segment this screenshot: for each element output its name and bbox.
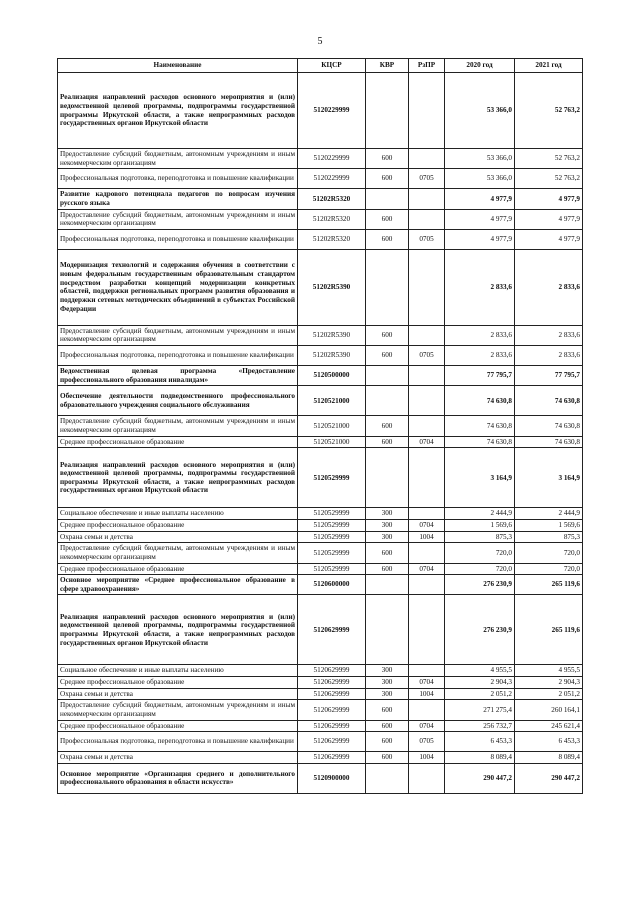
cell-2020: 2 833,6 bbox=[445, 249, 515, 325]
cell-kcsr: 5120521000 bbox=[298, 386, 366, 416]
cell-kvr bbox=[366, 73, 409, 149]
cell-kvr: 300 bbox=[366, 677, 409, 689]
cell-2020: 2 444,9 bbox=[445, 508, 515, 520]
cell-kcsr: 5120521000 bbox=[298, 416, 366, 436]
cell-kvr bbox=[366, 595, 409, 665]
cell-rzpr bbox=[409, 700, 445, 720]
cell-2021: 4 977,9 bbox=[515, 189, 583, 209]
cell-kvr: 600 bbox=[366, 416, 409, 436]
table-row bbox=[58, 436, 583, 448]
cell-kvr: 300 bbox=[366, 688, 409, 700]
cell-2020: 4 955,5 bbox=[445, 665, 515, 677]
cell-rzpr bbox=[409, 149, 445, 169]
cell-2020: 2 833,6 bbox=[445, 325, 515, 345]
cell-kcsr: 5120600000 bbox=[298, 575, 366, 595]
cell-rzpr: 0705 bbox=[409, 732, 445, 752]
cell-2020: 4 977,9 bbox=[445, 229, 515, 249]
cell-kvr: 600 bbox=[366, 346, 409, 366]
header-name: Наименование bbox=[58, 59, 298, 73]
cell-kvr bbox=[366, 763, 409, 793]
cell-2020: 4 977,9 bbox=[445, 209, 515, 229]
table-row bbox=[58, 149, 583, 169]
table-row bbox=[58, 595, 583, 665]
cell-name: Профессиональная подготовка, переподготовка и повышение квалификации bbox=[58, 229, 298, 249]
cell-2020: 53 366,0 bbox=[445, 169, 515, 189]
table-row bbox=[58, 519, 583, 531]
cell-kvr bbox=[366, 575, 409, 595]
cell-2020: 276 230,9 bbox=[445, 575, 515, 595]
cell-rzpr bbox=[409, 448, 445, 508]
cell-kcsr: 5120229999 bbox=[298, 149, 366, 169]
budget-table bbox=[57, 58, 583, 794]
cell-rzpr: 1004 bbox=[409, 688, 445, 700]
cell-2021: 290 447,2 bbox=[515, 763, 583, 793]
cell-kvr: 600 bbox=[366, 732, 409, 752]
table-row bbox=[58, 752, 583, 764]
cell-2021: 2 833,6 bbox=[515, 249, 583, 325]
cell-2021: 2 904,3 bbox=[515, 677, 583, 689]
cell-rzpr: 0705 bbox=[409, 229, 445, 249]
header-rzpr: РзПР bbox=[409, 59, 445, 73]
cell-rzpr bbox=[409, 249, 445, 325]
cell-kcsr: 51202R5390 bbox=[298, 346, 366, 366]
cell-kcsr: 5120629999 bbox=[298, 700, 366, 720]
cell-2021: 74 630,8 bbox=[515, 416, 583, 436]
cell-name: Предоставление субсидий бюджетным, автономным учреждениям и иным некоммерческим организациям bbox=[58, 149, 298, 169]
cell-2021: 4 955,5 bbox=[515, 665, 583, 677]
cell-rzpr bbox=[409, 416, 445, 436]
cell-2020: 77 795,7 bbox=[445, 366, 515, 386]
cell-2020: 276 230,9 bbox=[445, 595, 515, 665]
cell-name: Среднее профессиональное образование bbox=[58, 677, 298, 689]
cell-name: Модернизация технологий и содержания обучения в соответствии с новым федеральным государственным образовательным стандартом посредством разработки концепций модернизации конкретных областей, поддержки региональных программ развития образования и поддержки сетевых методических объединений в субъектах Российской Федерации bbox=[58, 249, 298, 325]
cell-2020: 74 630,8 bbox=[445, 436, 515, 448]
cell-2021: 2 444,9 bbox=[515, 508, 583, 520]
cell-2020: 290 447,2 bbox=[445, 763, 515, 793]
cell-name: Основное мероприятие «Организация среднего и дополнительного профессионального образования в области искусств» bbox=[58, 763, 298, 793]
cell-kvr: 600 bbox=[366, 543, 409, 563]
cell-2020: 3 164,9 bbox=[445, 448, 515, 508]
table-row bbox=[58, 677, 583, 689]
cell-name: Охрана семьи и детства bbox=[58, 688, 298, 700]
table-row bbox=[58, 366, 583, 386]
cell-kcsr: 5120529999 bbox=[298, 448, 366, 508]
table-row bbox=[58, 325, 583, 345]
cell-rzpr bbox=[409, 189, 445, 209]
cell-kvr: 600 bbox=[366, 169, 409, 189]
cell-rzpr bbox=[409, 575, 445, 595]
cell-name: Профессиональная подготовка, переподготовка и повышение квалификации bbox=[58, 732, 298, 752]
cell-kcsr: 5120529999 bbox=[298, 519, 366, 531]
cell-2020: 720,0 bbox=[445, 563, 515, 575]
cell-2021: 4 977,9 bbox=[515, 229, 583, 249]
cell-kcsr: 5120629999 bbox=[298, 752, 366, 764]
table-row bbox=[58, 346, 583, 366]
cell-2021: 260 164,1 bbox=[515, 700, 583, 720]
cell-rzpr: 0704 bbox=[409, 436, 445, 448]
header-2021: 2021 год bbox=[515, 59, 583, 73]
cell-name: Предоставление субсидий бюджетным, автономным учреждениям и иным некоммерческим организациям bbox=[58, 416, 298, 436]
cell-name: Предоставление субсидий бюджетным, автономным учреждениям и иным некоммерческим организациям bbox=[58, 543, 298, 563]
cell-name: Охрана семьи и детства bbox=[58, 752, 298, 764]
header-kcsr: КЦСР bbox=[298, 59, 366, 73]
cell-2021: 52 763,2 bbox=[515, 169, 583, 189]
table-row bbox=[58, 688, 583, 700]
cell-name: Профессиональная подготовка, переподготовка и повышение квалификации bbox=[58, 346, 298, 366]
table-row bbox=[58, 229, 583, 249]
cell-kvr: 600 bbox=[366, 700, 409, 720]
cell-2020: 875,3 bbox=[445, 531, 515, 543]
cell-kvr: 600 bbox=[366, 209, 409, 229]
cell-rzpr bbox=[409, 325, 445, 345]
cell-name: Предоставление субсидий бюджетным, автономным учреждениям и иным некоммерческим организациям bbox=[58, 325, 298, 345]
cell-kvr bbox=[366, 386, 409, 416]
table-row bbox=[58, 416, 583, 436]
table-row bbox=[58, 508, 583, 520]
cell-2021: 3 164,9 bbox=[515, 448, 583, 508]
table-row bbox=[58, 665, 583, 677]
cell-name: Реализация направлений расходов основного мероприятия и (или) ведомственной целевой программы, подпрограммы государственной программы Иркутской области, а также непрограммных расходов государственных органов Иркутской области bbox=[58, 73, 298, 149]
cell-kcsr: 5120529999 bbox=[298, 508, 366, 520]
cell-kcsr: 5120629999 bbox=[298, 688, 366, 700]
cell-2021: 77 795,7 bbox=[515, 366, 583, 386]
cell-kvr bbox=[366, 189, 409, 209]
cell-2021: 2 833,6 bbox=[515, 346, 583, 366]
cell-kvr bbox=[366, 366, 409, 386]
cell-2021: 720,0 bbox=[515, 543, 583, 563]
cell-name: Профессиональная подготовка, переподготовка и повышение квалификации bbox=[58, 169, 298, 189]
cell-kcsr: 5120229999 bbox=[298, 169, 366, 189]
cell-kcsr: 51202R5320 bbox=[298, 209, 366, 229]
table-body bbox=[58, 73, 583, 794]
cell-2021: 52 763,2 bbox=[515, 73, 583, 149]
table-row bbox=[58, 763, 583, 793]
cell-kvr: 600 bbox=[366, 325, 409, 345]
cell-rzpr bbox=[409, 763, 445, 793]
cell-name: Среднее профессиональное образование bbox=[58, 720, 298, 732]
table-row bbox=[58, 209, 583, 229]
cell-2020: 720,0 bbox=[445, 543, 515, 563]
cell-name: Реализация направлений расходов основного мероприятия и (или) ведомственной целевой программы, подпрограммы государственной программы Иркутской области, а также непрограммных расходов государственных органов Иркутской области bbox=[58, 448, 298, 508]
cell-rzpr bbox=[409, 665, 445, 677]
cell-kvr bbox=[366, 448, 409, 508]
cell-name: Социальное обеспечение и иные выплаты населению bbox=[58, 665, 298, 677]
cell-name: Реализация направлений расходов основного мероприятия и (или) ведомственной целевой программы, подпрограммы государственной программы Иркутской области, а также непрограммных расходов государственных органов Иркутской области bbox=[58, 595, 298, 665]
cell-2020: 6 453,3 bbox=[445, 732, 515, 752]
cell-rzpr bbox=[409, 209, 445, 229]
cell-kvr: 300 bbox=[366, 531, 409, 543]
cell-2021: 2 051,2 bbox=[515, 688, 583, 700]
cell-2020: 53 366,0 bbox=[445, 149, 515, 169]
cell-kcsr: 5120500000 bbox=[298, 366, 366, 386]
cell-2020: 8 089,4 bbox=[445, 752, 515, 764]
cell-2020: 53 366,0 bbox=[445, 73, 515, 149]
table-header bbox=[58, 59, 583, 73]
cell-rzpr bbox=[409, 73, 445, 149]
cell-kcsr: 5120529999 bbox=[298, 543, 366, 563]
cell-name: Среднее профессиональное образование bbox=[58, 519, 298, 531]
cell-name: Социальное обеспечение и иные выплаты населению bbox=[58, 508, 298, 520]
page-number: 5 bbox=[317, 36, 323, 47]
cell-name: Среднее профессиональное образование bbox=[58, 563, 298, 575]
cell-kcsr: 5120529999 bbox=[298, 531, 366, 543]
header-kvr: КВР bbox=[366, 59, 409, 73]
table-row bbox=[58, 531, 583, 543]
table-row bbox=[58, 700, 583, 720]
cell-kvr: 600 bbox=[366, 720, 409, 732]
cell-kvr: 300 bbox=[366, 519, 409, 531]
cell-kvr: 300 bbox=[366, 508, 409, 520]
cell-kcsr: 51202R5320 bbox=[298, 229, 366, 249]
table-row bbox=[58, 720, 583, 732]
table-row bbox=[58, 448, 583, 508]
cell-kvr: 600 bbox=[366, 149, 409, 169]
cell-name: Обеспечение деятельности подведомственного профессионального образовательного учреждения социального обслуживания bbox=[58, 386, 298, 416]
cell-rzpr: 1004 bbox=[409, 531, 445, 543]
cell-2021: 265 119,6 bbox=[515, 575, 583, 595]
cell-rzpr bbox=[409, 386, 445, 416]
cell-rzpr bbox=[409, 366, 445, 386]
cell-2020: 2 833,6 bbox=[445, 346, 515, 366]
cell-kvr bbox=[366, 249, 409, 325]
cell-kvr: 300 bbox=[366, 665, 409, 677]
cell-2020: 2 904,3 bbox=[445, 677, 515, 689]
cell-kvr: 600 bbox=[366, 229, 409, 249]
cell-kcsr: 51202R5390 bbox=[298, 249, 366, 325]
cell-rzpr: 0704 bbox=[409, 519, 445, 531]
cell-rzpr bbox=[409, 595, 445, 665]
cell-kcsr: 5120229999 bbox=[298, 73, 366, 149]
cell-rzpr: 0704 bbox=[409, 720, 445, 732]
cell-kvr: 600 bbox=[366, 436, 409, 448]
cell-name: Предоставление субсидий бюджетным, автономным учреждениям и иным некоммерческим организациям bbox=[58, 209, 298, 229]
cell-2021: 4 977,9 bbox=[515, 209, 583, 229]
cell-name: Ведомственная целевая программа «Предоставление профессионального образования инвалидам» bbox=[58, 366, 298, 386]
cell-2020: 256 732,7 bbox=[445, 720, 515, 732]
cell-2020: 74 630,8 bbox=[445, 416, 515, 436]
cell-rzpr bbox=[409, 543, 445, 563]
cell-name: Предоставление субсидий бюджетным, автономным учреждениям и иным некоммерческим организациям bbox=[58, 700, 298, 720]
cell-kcsr: 5120629999 bbox=[298, 720, 366, 732]
table-row bbox=[58, 169, 583, 189]
cell-kvr: 600 bbox=[366, 563, 409, 575]
cell-kcsr: 5120629999 bbox=[298, 732, 366, 752]
cell-rzpr: 0704 bbox=[409, 677, 445, 689]
cell-2020: 1 569,6 bbox=[445, 519, 515, 531]
table-row bbox=[58, 563, 583, 575]
cell-name: Среднее профессиональное образование bbox=[58, 436, 298, 448]
cell-2021: 245 621,4 bbox=[515, 720, 583, 732]
table-row bbox=[58, 386, 583, 416]
cell-name: Охрана семьи и детства bbox=[58, 531, 298, 543]
cell-kcsr: 5120629999 bbox=[298, 665, 366, 677]
cell-2020: 4 977,9 bbox=[445, 189, 515, 209]
cell-kcsr: 51202R5390 bbox=[298, 325, 366, 345]
cell-2021: 720,0 bbox=[515, 563, 583, 575]
cell-rzpr: 1004 bbox=[409, 752, 445, 764]
cell-2021: 265 119,6 bbox=[515, 595, 583, 665]
cell-rzpr: 0705 bbox=[409, 346, 445, 366]
table-row bbox=[58, 575, 583, 595]
table-row bbox=[58, 249, 583, 325]
cell-name: Основное мероприятие «Среднее профессиональное образование в сфере здравоохранения» bbox=[58, 575, 298, 595]
table-row bbox=[58, 189, 583, 209]
cell-2021: 74 630,8 bbox=[515, 436, 583, 448]
cell-rzpr bbox=[409, 508, 445, 520]
cell-2021: 875,3 bbox=[515, 531, 583, 543]
cell-2020: 2 051,2 bbox=[445, 688, 515, 700]
cell-kcsr: 5120629999 bbox=[298, 677, 366, 689]
cell-kcsr: 5120629999 bbox=[298, 595, 366, 665]
cell-2021: 1 569,6 bbox=[515, 519, 583, 531]
cell-2021: 6 453,3 bbox=[515, 732, 583, 752]
cell-rzpr: 0704 bbox=[409, 563, 445, 575]
cell-kcsr: 51202R5320 bbox=[298, 189, 366, 209]
cell-2021: 52 763,2 bbox=[515, 149, 583, 169]
table-row bbox=[58, 543, 583, 563]
cell-name: Развитие кадрового потенциала педагогов по вопросам изучения русского языка bbox=[58, 189, 298, 209]
cell-2020: 74 630,8 bbox=[445, 386, 515, 416]
cell-2020: 271 275,4 bbox=[445, 700, 515, 720]
header-2020: 2020 год bbox=[445, 59, 515, 73]
table-row bbox=[58, 73, 583, 149]
cell-rzpr: 0705 bbox=[409, 169, 445, 189]
cell-2021: 74 630,8 bbox=[515, 386, 583, 416]
cell-kvr: 600 bbox=[366, 752, 409, 764]
cell-kcsr: 5120529999 bbox=[298, 563, 366, 575]
cell-kcsr: 5120521000 bbox=[298, 436, 366, 448]
cell-kcsr: 5120900000 bbox=[298, 763, 366, 793]
cell-2021: 2 833,6 bbox=[515, 325, 583, 345]
table-row bbox=[58, 732, 583, 752]
cell-2021: 8 089,4 bbox=[515, 752, 583, 764]
